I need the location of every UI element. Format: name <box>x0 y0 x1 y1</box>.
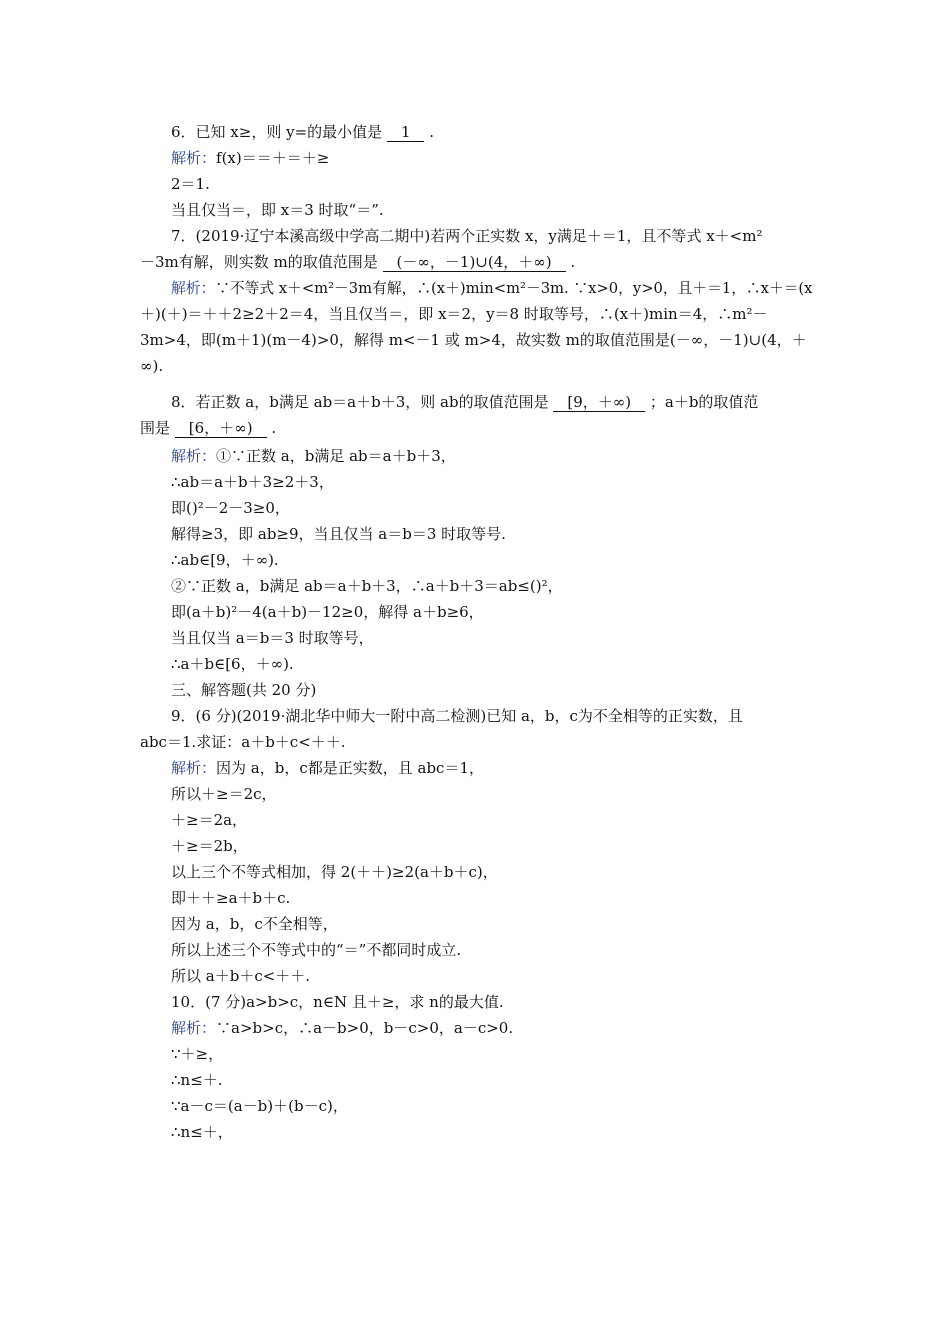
q7-answer: (－∞，－1)∪(4，＋∞) <box>383 254 566 272</box>
q10-solution-label: 解析： <box>171 1019 217 1037</box>
q6-stem <box>171 122 434 142</box>
q9-solution-5: 以上三个不等式相加，得 2(＋＋)≥2(a＋b＋c)， <box>171 863 498 881</box>
q8-stem-text-3: 围是 <box>140 419 171 437</box>
q6-stem-end: . <box>429 123 435 141</box>
q7-stem-2 <box>140 252 575 272</box>
q9-solution-4: ＋≥＝2b， <box>171 837 248 855</box>
q8-solution-line <box>171 446 456 466</box>
q7-stem-2-text: －3m有解，则实数 m的取值范围是 <box>140 253 378 271</box>
q7-solution-4: ∞). <box>140 357 164 375</box>
q9-solution-6: 即＋＋≥a＋b＋c. <box>171 889 291 907</box>
q8-stem <box>171 392 758 412</box>
q7-stem: 7．(2019·辽宁本溪高级中学高二期中)若两个正实数 x，y满足＋＝1，且不等式 x＋<m² <box>171 227 763 245</box>
q7-solution-line <box>171 278 812 298</box>
q10-solution-line <box>171 1018 513 1038</box>
q9-solution-2: 所以＋≥＝2c， <box>171 785 277 803</box>
q9-solution-3: ＋≥＝2a， <box>171 811 248 829</box>
q9-solution-label: 解析： <box>171 759 217 777</box>
q7-solution-3: 3m>4，即(m＋1)(m－4)>0，解得 m<－1 或 m>4，故实数 m的取值范围是(－∞，－1)∪(4，＋ <box>140 331 807 349</box>
q6-solution-3: 当且仅当＝，即 x＝3 时取“＝”. <box>171 201 384 219</box>
q7-solution-label: 解析： <box>171 279 216 297</box>
q8-stem-text-2: ；a＋b的取值范 <box>649 393 759 411</box>
q7-stem-end: . <box>570 253 576 271</box>
q10-solution-2: ∵＋≥， <box>171 1045 224 1063</box>
q9-solution-line <box>171 758 484 778</box>
q8-solution-label: 解析： <box>171 447 217 465</box>
q10-stem: 10．(7 分)a>b>c，n∈N 且＋≥，求 n的最大值. <box>171 993 504 1011</box>
q8-answer-1: [9，＋∞) <box>553 394 645 412</box>
q8-solution-8: 当且仅当 a＝b＝3 时取等号， <box>171 629 374 647</box>
q8-stem-end: . <box>271 419 277 437</box>
q8-solution-7: 即(a＋b)²－4(a＋b)－12≥0，解得 a＋b≥6， <box>171 603 484 621</box>
q6-answer: 1 <box>387 124 425 142</box>
q9-solution-9: 所以 a＋b＋c<＋＋. <box>171 967 311 985</box>
q8-solution-4: 解得≥3，即 ab≥9，当且仅当 a＝b＝3 时取等号. <box>171 525 506 543</box>
q7-solution-2: ＋)(＋)＝＋＋2≥2＋2＝4，当且仅当＝，即 x＝2，y＝8 时取等号，∴(x＋)min＝4，∴m²－ <box>140 305 768 323</box>
q8-answer-2: [6，＋∞) <box>175 420 267 438</box>
q10-solution-4: ∵a－c＝(a－b)＋(b－c)， <box>171 1097 348 1115</box>
q6-stem-text: 6．已知 x≥，则 y=的最小值是 <box>171 123 383 141</box>
q8-solution-2: ∴ab＝a＋b＋3≥2＋3， <box>171 473 334 491</box>
q9-stem: 9．(6 分)(2019·湖北华中师大一附中高二检测)已知 a，b，c为不全相等的正实数，且 <box>171 707 743 725</box>
q9-solution-7: 因为 a，b，c不全相等， <box>171 915 338 933</box>
q8-solution-text: ①∵正数 a，b满足 ab＝a＋b＋3， <box>216 447 456 465</box>
q8-solution-6: ②∵正数 a，b满足 ab＝a＋b＋3，∴a＋b＋3＝ab≤()²， <box>171 577 563 595</box>
q6-solution-2: 2＝1. <box>171 175 210 193</box>
q9-solution-text: 因为 a，b，c都是正实数，且 abc＝1， <box>216 759 484 777</box>
q9-stem-2: abc＝1.求证：a＋b＋c<＋＋. <box>140 733 346 751</box>
q8-stem-2 <box>140 418 276 438</box>
q6-solution-text: f(x)＝＝＋＝＋≥ <box>216 149 330 167</box>
q8-stem-text: 8．若正数 a，b满足 ab＝a＋b＋3，则 ab的取值范围是 <box>171 393 549 411</box>
q8-solution-9: ∴a＋b∈[6，＋∞). <box>171 655 294 673</box>
q9-solution-8: 所以上述三个不等式中的“＝”不都同时成立. <box>171 941 462 959</box>
section-heading: 三、解答题(共 20 分) <box>171 681 317 699</box>
q10-solution-3: ∴n≤＋. <box>171 1071 223 1089</box>
q8-solution-5: ∴ab∈[9，＋∞). <box>171 551 279 569</box>
q6-solution-label: 解析： <box>171 149 217 167</box>
q8-solution-3: 即()²－2－3≥0， <box>171 499 290 517</box>
q10-solution-text: ∵a>b>c，∴a－b>0，b－c>0，a－c>0. <box>216 1019 514 1037</box>
q10-solution-5: ∴n≤＋， <box>171 1123 233 1141</box>
q6-solution-line <box>171 148 329 168</box>
q7-solution-text: ∵不等式 x＋<m²－3m有解，∴(x＋)min<m²－3m. ∵x>0，y>0，且＋＝1，∴x＋＝(x <box>215 279 813 297</box>
